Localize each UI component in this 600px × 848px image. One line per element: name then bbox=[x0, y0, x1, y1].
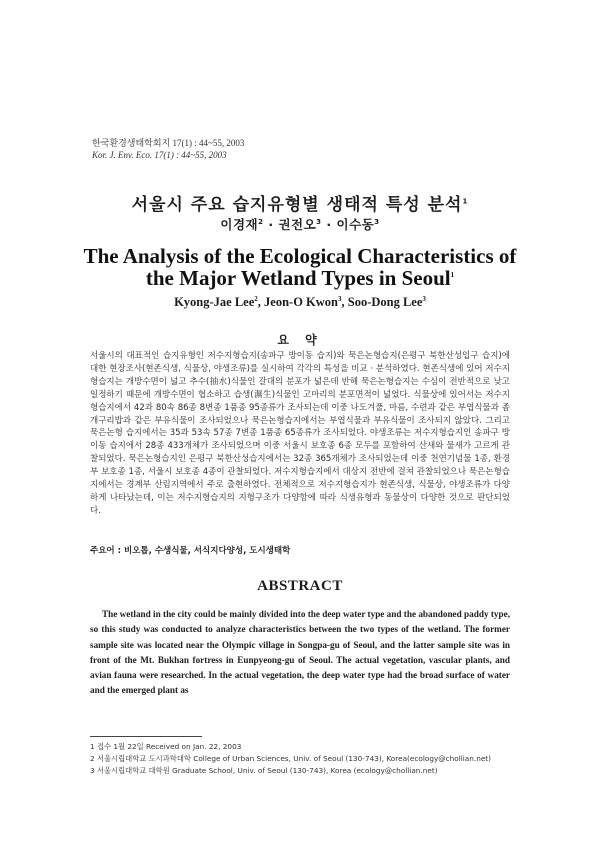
author-en-3-affil: 3 bbox=[422, 294, 426, 303]
author-en-separator: , bbox=[341, 295, 348, 309]
author-ko-3-affil: 3 bbox=[374, 217, 380, 226]
author-separator: · bbox=[321, 217, 337, 232]
author-ko-2: 권전오 bbox=[278, 217, 317, 232]
author-en-3: Soo-Dong Lee bbox=[347, 295, 423, 309]
english-abstract bbox=[90, 607, 510, 699]
korean-title-text: 서울시 주요 습지유형별 생태적 특성 분석 bbox=[131, 195, 463, 215]
author-ko-1: 이경재 bbox=[220, 217, 259, 232]
footnotes bbox=[90, 741, 520, 777]
footnote-1: 1 접수 1월 22일 Received on Jan. 22, 2003 bbox=[90, 742, 242, 751]
footnote-3: 3 서울시립대학교 대학원 Graduate School, Univ. of Seoul (130-743), Korea (ecology@chollian.net) bbox=[90, 766, 438, 775]
journal-citation-ko: 한국환경생태학회지 17(1) : 44~55, 2003 bbox=[92, 138, 245, 148]
summary-heading: 요 약 bbox=[277, 333, 323, 347]
english-authors bbox=[0, 295, 600, 310]
korean-title bbox=[0, 190, 600, 215]
english-title-line-1: The Analysis of the Ecological Characteristics of bbox=[83, 244, 517, 268]
author-en-1-affil: 2 bbox=[254, 294, 258, 303]
author-separator: · bbox=[263, 217, 279, 232]
english-title-line-2: the Major Wetland Types in Seoul bbox=[145, 266, 451, 290]
english-abstract-paragraph: The wetland in the city could be mainly divided into the deep water type and the abandoned paddy type, so this study was conducted to analyze characteristics between the two types of the wetland. The former sample site was located near the Olympic village in Songpa-gu of Seoul, and the latter sample site was in front of the Mt. Bukhan fortress in Eunpyeong-gu of Seoul. The actual vegetation, vascular plants, and avian fauna were researched. In the actual vegetation, the deep water type had the broad surface of water and the emerged plant as bbox=[90, 609, 510, 696]
journal-citation-en: Kor. J. Env. Eco. 17(1) : 44~55, 2003 bbox=[92, 150, 227, 160]
footnote-rule bbox=[90, 736, 202, 737]
author-en-2-affil: 3 bbox=[338, 294, 342, 303]
footnote-2: 2 서울시립대학교 도시과학대학 College of Urban Sciences, Univ. of Seoul (130-743), Korea(ecology@chollian.net) bbox=[90, 754, 492, 763]
journal-citation bbox=[92, 137, 244, 161]
korean-authors bbox=[0, 215, 600, 233]
author-en-separator: , bbox=[257, 295, 265, 309]
korean-title-footnote-mark: 1 bbox=[462, 197, 469, 206]
author-en-2: Jeon-O Kwon bbox=[264, 295, 338, 309]
abstract-heading: ABSTRACT bbox=[257, 578, 343, 594]
english-title-footnote-mark: 1 bbox=[450, 271, 455, 279]
author-ko-3: 이수동 bbox=[336, 217, 375, 232]
author-ko-1-affil: 2 bbox=[258, 217, 264, 226]
author-en-1: Kyong-Jae Lee bbox=[174, 295, 255, 309]
korean-summary: 서울시의 대표적인 습지유형인 저수지형습지(송파구 방이동 습지)와 묵은논형습지(은평구 북한산성입구 습지)에 대한 현장조사(현존식생, 식물상, 야생조류)를 실시하여 각각의 특성을 비교 · 분석하였다. 현존식생에 있어 저수지형습지는 개방수면이 넓고 추수(抽水)식물인 갈대의 분포가 넓은데 반해 묵은논형습지는 수심이 전반적으로 낮고 일정하기 때문에 개방수면이 협소하고 습생(濕生)식물인 고마리의 분포면적이 넓었다. 식물상에 있어서는 저수지형습지에서 42과 80속 86종 8변종 1품종 95종류가 조사되는데 이중 나도겨풀, 마름, 수련과 같은 부엽식물과 좀개구리밥과 같은 부유식물이 조사되었으나 묵은논형습지에서는 부엽식물과 부유식물이 조사되지 않았다. 그리고 묵은논형 습지에서는 35과 53속 57종 7변종 1품종 65종류가 조사되었다. 야생조류는 저수지형습지인 송파구 방이동 습지에서 28종 433개체가 조사되었으며 이중 서울시 보호종 6종 모두를 포함하여 산새와 물새가 고르게 관찰되었다. 묵은논형습지인 은평구 북한산성습지에서는 32종 365개체가 조사되었는데 이중 천연기념물 1종, 환경부 보호종 1종, 서울시 보호종 4종이 관찰되었다. 저수지형습지에서 대상지 전반에 걸쳐 관찰되었으나 묵은논형습지에서는 경계부 산림지역에서 주로 출현하였다. 전체적으로 저수지형습지가 현존식생, 식물상, 야생조류가 다양하게 나타났는데, 이는 저수지형습지의 지형구조가 다양함에 따라 식생유형과 동물상이 다양한 것으로 판단되었다. bbox=[90, 351, 510, 516]
english-title bbox=[0, 245, 600, 289]
english-title-line-2-wrap bbox=[0, 267, 600, 289]
author-ko-2-affil: 3 bbox=[316, 217, 322, 226]
korean-keywords: 주요어 : 비오톱, 수생식물, 서식지다양성, 도시생태학 bbox=[90, 546, 291, 556]
